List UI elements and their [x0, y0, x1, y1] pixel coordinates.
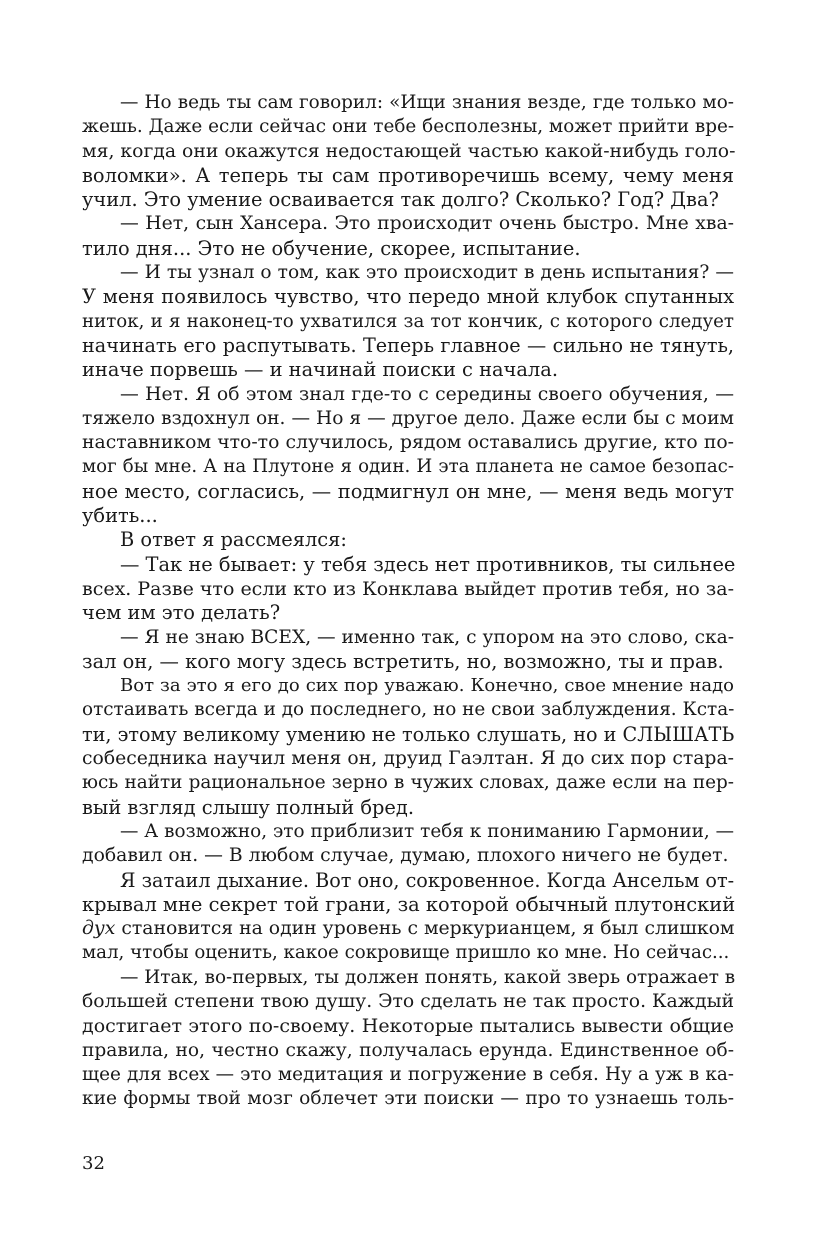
- text-line: учил. Это умение осваивается так долго? Сколько? Год? Два?: [82, 188, 719, 212]
- text-line: — И ты узнал о том, как это происходит в день испытания? —: [120, 262, 734, 284]
- text-line: правила, но, честно скажу, получалась ерунда. Единственное об-: [82, 1039, 734, 1061]
- text-line: отстаивать всегда и до последнего, но не свои заблуждения. Кста-: [82, 699, 735, 721]
- text-line: В ответ я рассмеялся:: [120, 528, 347, 552]
- text-line: жешь. Даже если сейчас они тебе бесполезны, может прийти вре-: [82, 116, 735, 138]
- text-line: иначе порвешь — и начинай поиски с начала.: [82, 358, 558, 382]
- text-line: дух становится на один уровень с меркурианцем, я был слишком: [82, 918, 735, 940]
- text-line: убить...: [82, 504, 158, 528]
- text-line: юсь найти рациональное зерно в чужих словах, даже если на пер-: [82, 772, 734, 794]
- text-line: зал он, — кого могу здесь встретить, но, возможно, ты и прав.: [82, 649, 724, 673]
- text-line: мог бы мне. А на Плутоне я один. И эта планета не самое безопас-: [82, 456, 734, 478]
- text-line: вый взгляд слышу полный бред.: [82, 795, 414, 819]
- text-line: наставником что-то случилось, рядом оставались другие, кто по-: [82, 432, 734, 454]
- text-line: мал, чтобы оценить, какое сокровище пришло ко мне. Но сейчас...: [82, 942, 730, 964]
- text-line: — Но ведь ты сам говорил: «Ищи знания везде, где только мо-: [120, 92, 734, 113]
- text-line: ти, этому великому умению не только слушать, но и СЛЫШАТЬ: [82, 722, 735, 746]
- text-line: — Так не бывает: у тебя здесь нет противников, ты сильнее: [120, 552, 736, 576]
- body-text: [82, 91, 734, 1111]
- text-line: воломки». А теперь ты сам противоречишь всему, чему меня: [82, 163, 734, 187]
- text-line: кие формы твой мозг облечет эти поиски — про то узнаешь толь-: [82, 1088, 734, 1110]
- text-line: тило дня... Это не обучение, скорее, испытание.: [82, 236, 581, 260]
- text-line: — Итак, во-первых, ты должен понять, какой зверь отражает в: [120, 966, 736, 988]
- text-line: ное место, согласись, — подмигнул он мне, — меня ведь могут: [82, 479, 734, 503]
- emphasis: дух: [82, 918, 116, 940]
- page-number: 32: [82, 1153, 105, 1174]
- text-line: тяжело вздохнул он. — Но я — другое дело. Даже если бы с моим: [82, 407, 734, 429]
- text-line: Вот за это я его до сих пор уважаю. Конечно, свое мнение надо: [120, 675, 734, 697]
- text-line: крывал мне секрет той грани, за которой обычный плутонский: [82, 892, 736, 916]
- text-line: ниток, и я наконец-то ухватился за тот кончик, с которого следует: [82, 310, 734, 332]
- text-line: мя, когда они окажутся недостающей частью какой-нибудь голо-: [82, 140, 736, 162]
- text-line: Я затаил дыхание. Вот оно, сокровенное. Когда Ансельм от-: [120, 868, 735, 892]
- text-line: начинать его распутывать. Теперь главное — сильно не тянуть,: [82, 333, 734, 357]
- text-line: — Нет. Я об этом знал где-то с середины своего обучения, —: [120, 383, 734, 405]
- text-line: добавил он. — В любом случае, думаю, плохого ничего не будет.: [82, 845, 729, 867]
- text-line: — Я не знаю ВСЕХ, — именно так, с упором на это слово, ска-: [120, 626, 734, 648]
- text-line: достигает этого по-своему. Некоторые пытались вывести общие: [82, 1015, 734, 1038]
- text-line: большей степени твою душу. Это сделать не так просто. Каждый: [82, 990, 735, 1012]
- text-line: щее для всех — это медитация и погружение в себя. Ну а уж в ка-: [82, 1063, 734, 1085]
- text-line: — Нет, сын Хансера. Это происходит очень быстро. Мне хва-: [120, 213, 734, 235]
- text-line: У меня появилось чувство, что передо мной клубок спутанных: [82, 285, 734, 309]
- text-line: всех. Разве что если кто из Конклава выйдет против тебя, но за-: [82, 577, 734, 600]
- text-line: собеседника научил меня он, друид Гаэлтан. Я до сих пор стара-: [82, 748, 734, 770]
- text-line: — А возможно, это приблизит тебя к пониманию Гармонии, —: [120, 820, 734, 842]
- text-line: чем им это делать?: [82, 601, 281, 625]
